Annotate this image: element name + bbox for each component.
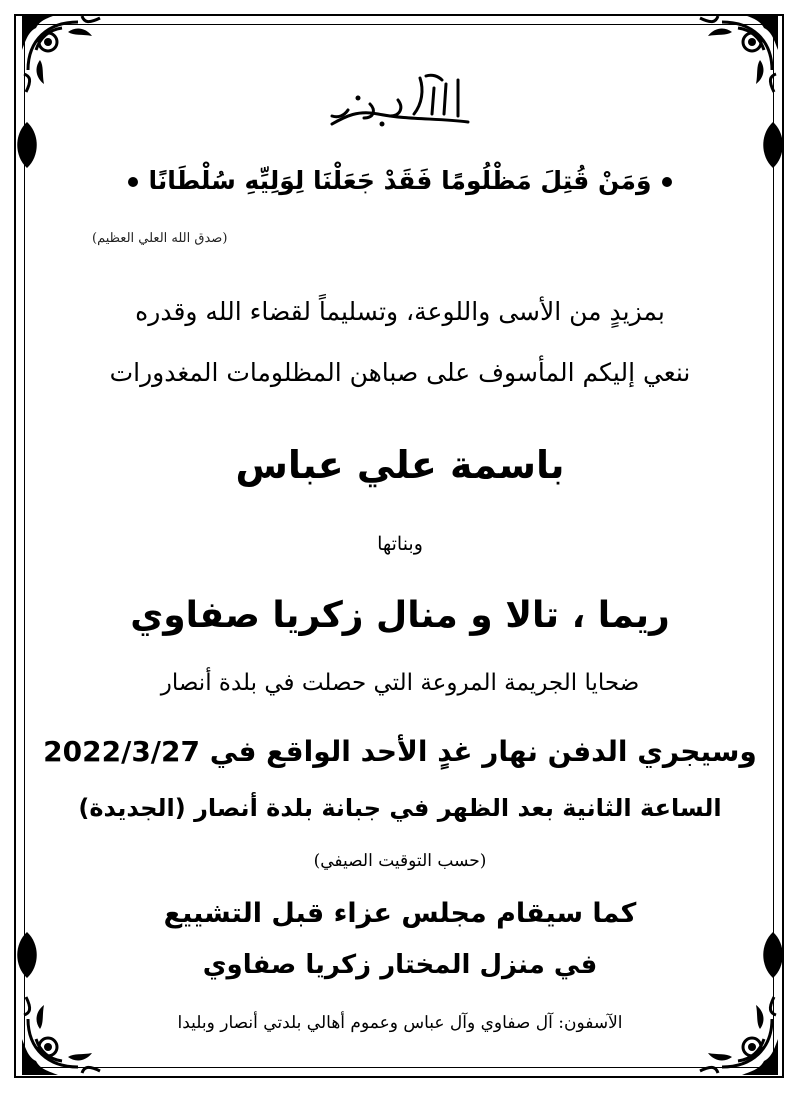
quran-verse-text: وَمَنْ قُتِلَ مَظْلُومًا فَقَدْ جَعَلْنَا لِوَلِيِّهِ سُلْطَانًا xyxy=(148,166,652,195)
basmala-calligraphy-icon xyxy=(318,70,478,130)
daughters-names: ريما ، تالا و منال زكريا صفاوي xyxy=(130,595,670,636)
corner-ornament-icon xyxy=(690,987,782,1079)
sadaq-allah-text: (صدق الله العلي العظيم) xyxy=(92,231,228,246)
corner-ornament-icon xyxy=(18,987,110,1079)
side-ornament-icon xyxy=(12,120,42,170)
daughters-label: وبناتها xyxy=(377,533,423,555)
side-ornament-icon xyxy=(758,120,788,170)
corner-ornament-icon xyxy=(690,10,782,102)
condolence-line-2: في منزل المختار زكريا صفاوي xyxy=(202,950,598,980)
announcement-line-2: ننعي إليكم المأسوف على صباهن المظلومات المغدورات xyxy=(109,358,691,387)
condolence-line-1: كما سيقام مجلس عزاء قبل التشييع xyxy=(163,898,637,929)
mourners-text: الآسفون: آل صفاوي وآل عباس وعموم أهالي بلدتي أنصار وبليدا xyxy=(177,1013,623,1033)
victims-text: ضحايا الجريمة المروعة التي حصلت في بلدة أنصار xyxy=(160,670,640,696)
deceased-name: باسمة علي عباس xyxy=(235,443,565,487)
bullet-dot-icon xyxy=(662,177,672,187)
timezone-note: (حسب التوقيت الصيفي) xyxy=(313,851,487,871)
burial-date-line: وسيجري الدفن نهار غدٍ الأحد الواقع في 2022/3/27 xyxy=(43,735,757,768)
corner-ornament-icon xyxy=(18,10,110,102)
announcement-line-1: بمزيدٍ من الأسى واللوعة، وتسليماً لقضاء الله وقدره xyxy=(135,297,665,326)
burial-time-line: الساعة الثانية بعد الظهر في جبانة بلدة أنصار (الجديدة) xyxy=(78,794,722,822)
bullet-dot-icon xyxy=(128,177,138,187)
quran-verse xyxy=(0,166,800,195)
